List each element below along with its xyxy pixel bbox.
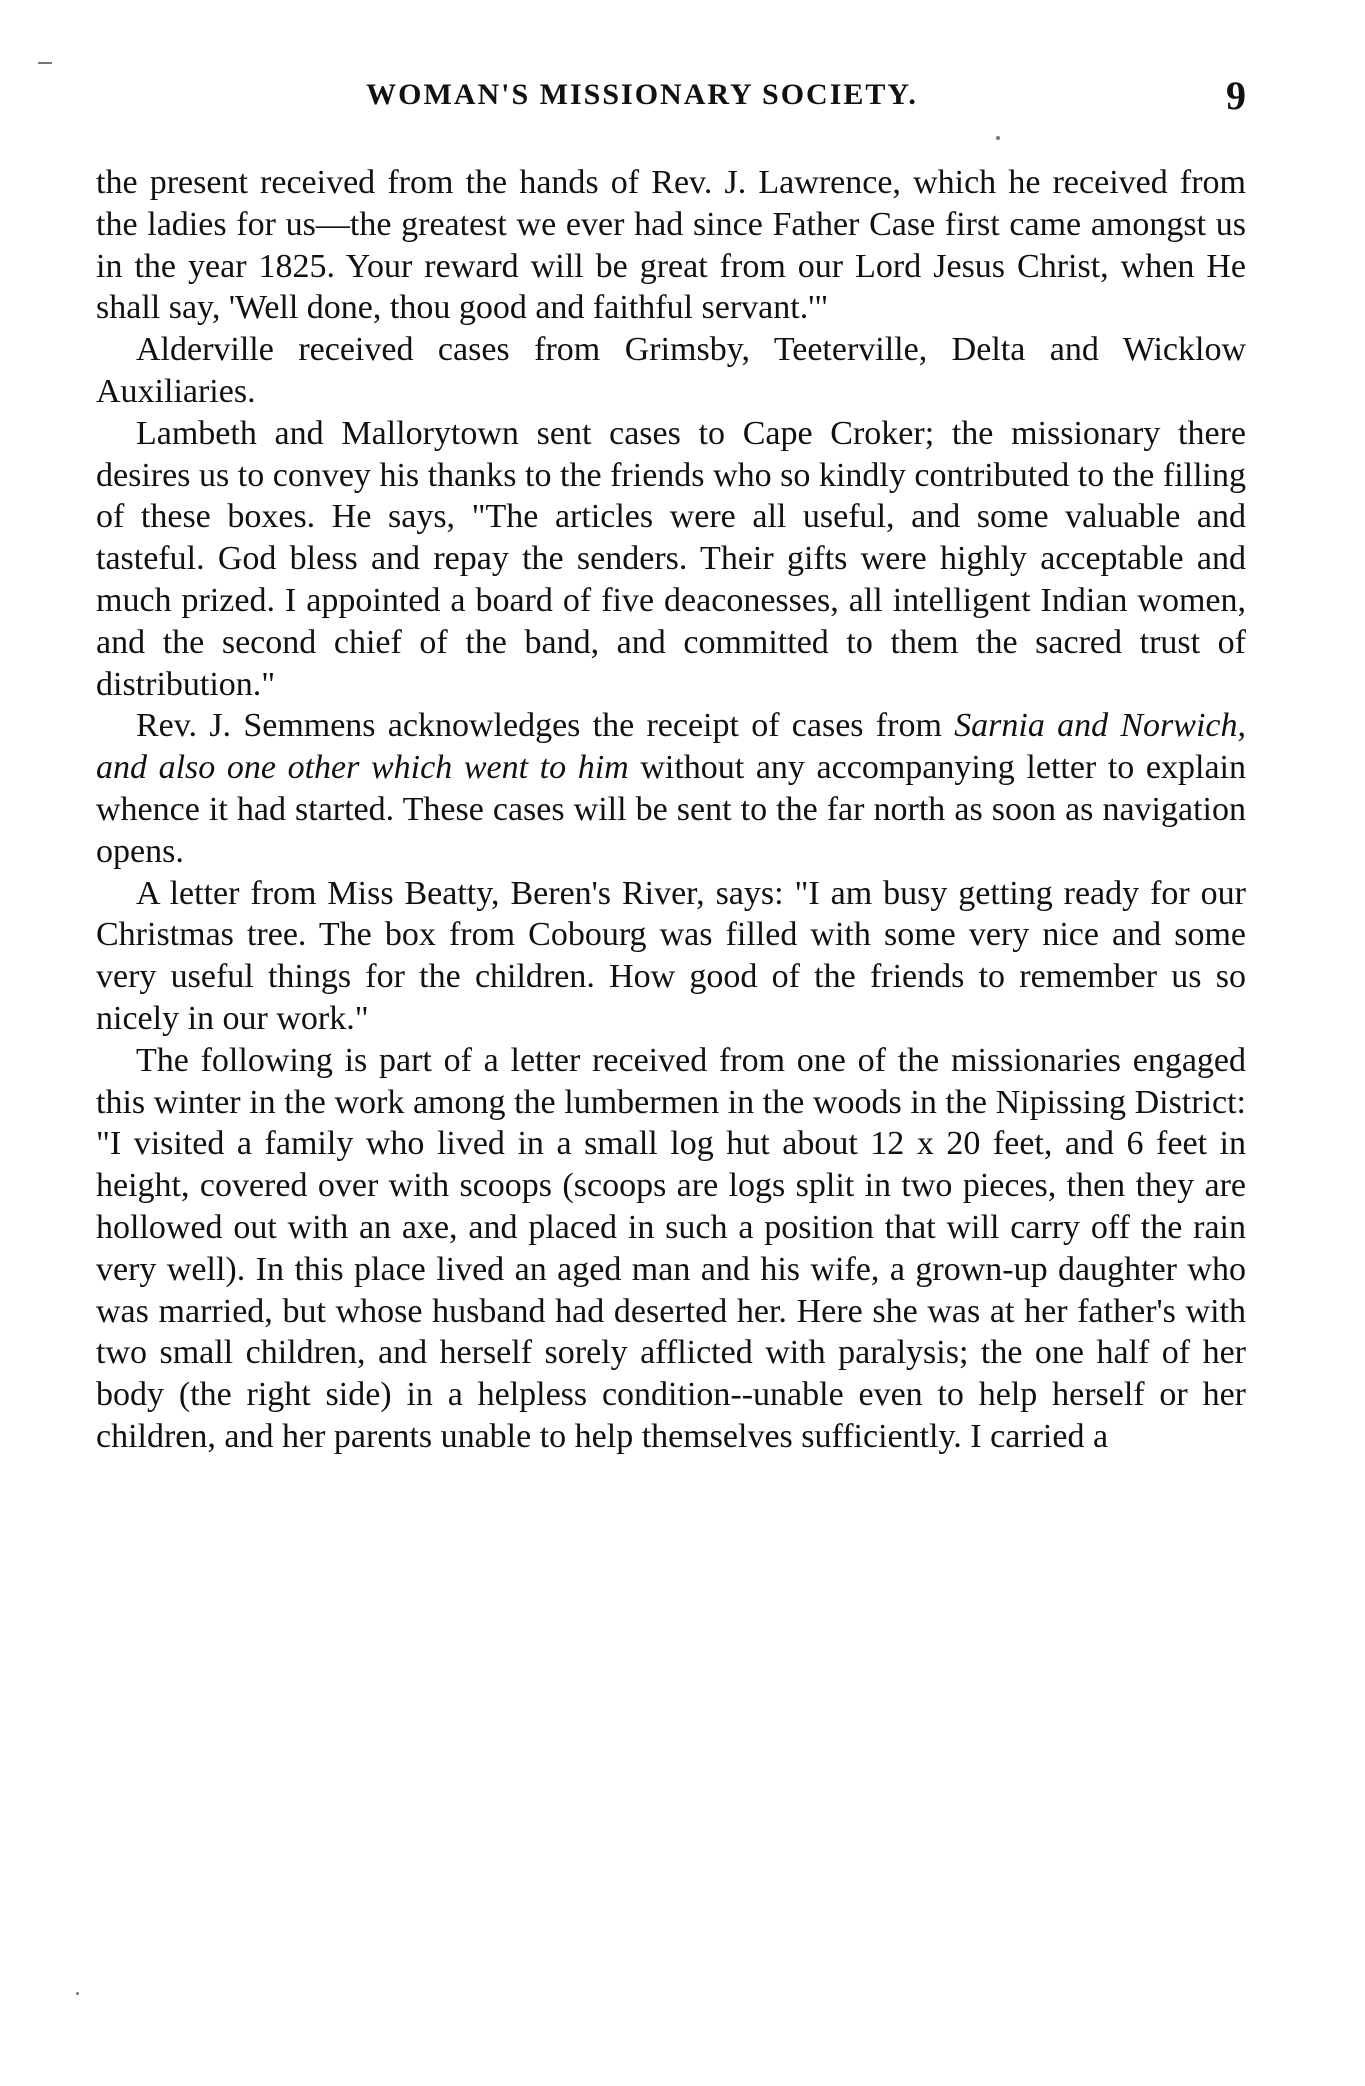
running-title: WOMAN'S MISSIONARY SOCIETY.	[366, 78, 918, 111]
paragraph: The following is part of a letter received from one of the missionaries engaged this winter in the work among the lumbermen in the woods in the Nipissing District: "I visited a family who lived in a small log hut about 12 x 20 feet, and 6 feet in height, covered over with scoops (scoops are logs split in two pieces, then they are hollowed out with an axe, and placed in such a position that will carry off the rain very well). In this place lived an aged man and his wife, a grown-up daughter who was married, but whose husband had deserted her. Here she was at her father's with two small children, and herself sorely afflicted with paralysis; the one half of her body (the right side) in a helpless condition--unable even to help herself or her children, and her parents unable to help themselves sufficiently. I carried a	[96, 1041, 1246, 1455]
italic-text: Sarnia and Norwich, and also one other which went to him	[96, 707, 1246, 787]
paragraph: Lambeth and Mallorytown sent cases to Cape Croker; the missionary there desires us to convey his thanks to the friends who so kindly contributed to the filling of these boxes. He says, "The articles were all useful, and some valuable and tasteful. God bless and repay the senders. Their gifts were highly acceptable and much prized. I appointed a board of five deaconesses, all intelligent Indian women, and the second chief of the band, and committed to them the sacred trust of distribution."	[96, 414, 1246, 703]
page-number: 9	[1226, 73, 1246, 118]
body-text	[96, 162, 1246, 1458]
paragraph: Alderville received cases from Grimsby, Teeterville, Delta and Wicklow Auxiliaries.	[96, 331, 1246, 410]
scan-mark	[996, 136, 1000, 140]
paragraph: A letter from Miss Beatty, Beren's River, says: "I am busy getting ready for our Christmas tree. The box from Cobourg was filled with some very nice and some very useful things for the children. How good of the friends to remember us so nicely in our work."	[96, 874, 1246, 1037]
paragraph-text: Rev. J. Semmens acknowledges the receipt of cases from	[136, 707, 955, 745]
scan-mark	[38, 62, 52, 64]
paragraph: the present received from the hands of Rev. J. Lawrence, which he received from the ladies for us—the greatest we ever had since Father Case first came amongst us in the year 1825. Your reward will be great from our Lord Jesus Christ, when He shall say, 'Well done, thou good and faithful servant.'"	[96, 164, 1246, 327]
scan-mark	[76, 1992, 79, 1995]
paragraph-text: without any accompanying letter to explain whence it had started. These cases will be sent to the far north as soon as navigation opens.	[96, 749, 1246, 870]
page-header	[96, 73, 1246, 126]
paragraph	[96, 705, 1246, 872]
